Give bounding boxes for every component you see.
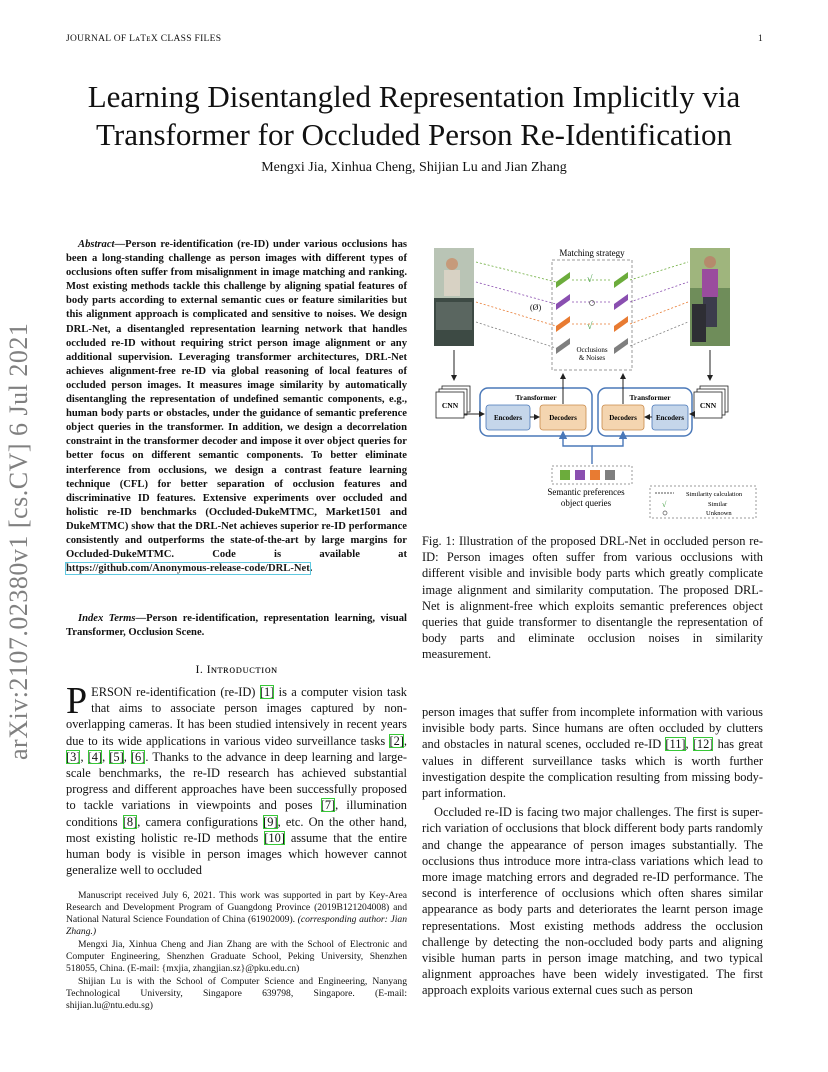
drop-cap: P bbox=[66, 680, 88, 722]
citation-link[interactable]: [4] bbox=[87, 749, 103, 764]
encoders-left-label: Encoders bbox=[494, 414, 522, 422]
intro-text: is a computer vision task that aims to associate person images captured by non-overlapping cameras. It has been studied intensively in recent years due to its wide applications in various video surveillance tasks bbox=[66, 685, 407, 748]
figure-diagram bbox=[424, 242, 762, 524]
cnn-right-label: CNN bbox=[699, 401, 717, 410]
decoders-right-label: Decoders bbox=[609, 414, 637, 422]
transformer-left bbox=[480, 388, 592, 436]
paper-title bbox=[40, 78, 788, 154]
body-text: has great values in different surveillance tasks which is worth further investigation despite the complication resulting from missing body-part information. bbox=[422, 737, 764, 801]
abstract-end: . bbox=[309, 563, 313, 575]
intro-text: . Thanks to the advance in deep learning and large-scale benchmarks, the re-ID research has achieved substantial progress and different approaches have been successfully proposed to tackle variations in viewpoints and poses bbox=[66, 749, 407, 813]
citation-link[interactable]: [8] bbox=[122, 814, 138, 829]
citation-link[interactable]: [6] bbox=[130, 749, 146, 764]
check-icon: √ bbox=[587, 274, 593, 285]
intro-text: ERSON re-identification (re-ID) bbox=[91, 685, 260, 699]
introduction-text bbox=[66, 680, 407, 878]
unknown-icon bbox=[590, 301, 595, 306]
matching-strategy-label: Matching strategy bbox=[559, 248, 625, 258]
index-terms-label: Index Terms bbox=[78, 613, 136, 624]
transformer-right-label: Transformer bbox=[629, 393, 671, 402]
intro-text: , camera configurations bbox=[137, 814, 264, 829]
journal-header: JOURNAL OF LᴀTᴇX CLASS FILES bbox=[66, 34, 222, 44]
footnotes bbox=[66, 890, 407, 1013]
citation-link[interactable]: [3] bbox=[66, 749, 81, 764]
cnn-left-block bbox=[436, 386, 470, 418]
object-queries-label: object queries bbox=[560, 498, 612, 508]
transformer-right bbox=[598, 388, 692, 436]
citation-link[interactable]: [2] bbox=[389, 733, 404, 748]
right-column-text bbox=[422, 704, 763, 999]
transformer-left-label: Transformer bbox=[515, 393, 557, 402]
check-icon: √ bbox=[587, 321, 593, 332]
paragraph bbox=[422, 704, 763, 801]
title-line-1: Learning Disentangled Representation Implicitly via bbox=[87, 79, 741, 114]
decoders-left-label: Decoders bbox=[549, 414, 577, 422]
semantic-preferences-label: Semantic preferences bbox=[547, 487, 625, 497]
footnote-affiliation-1: Mengxi Jia, Xinhua Cheng and Jian Zhang are with the School of Electronic and Computer Engineering, Shenzhen Graduate School, Peking University, Shenzhen 518055, China. (E-mail: {mxjia, zhangjian.sz}@pku.edu.cn) bbox=[66, 939, 407, 974]
citation-link[interactable]: [1] bbox=[259, 685, 275, 699]
intro-text: , bbox=[403, 733, 407, 748]
paragraph: Occluded re-ID is facing two major challenges. The first is super-rich variation of occlusions that block different body parts randomly and change the appearance of person images substantially. The occlusions thus introduce more intra-class variations which lead to more image matching errors and degraded re-ID performance. The second is interference of occlusions which often shares similar appearance as body parts and deteriorates the learnt person image representations. Most existing methods address the occlusion challenge by detecting the non-occluded body parts and aligning visible human parts in person image matching, and two typical alignment approaches have been widely investigated. The first approach exploits various external cues such as person bbox=[422, 805, 763, 998]
citation-link[interactable]: [12] bbox=[692, 737, 714, 752]
abstract-label: Abstract bbox=[78, 239, 115, 250]
abstract-text: —Person re-identification (re-ID) under various occlusions has been a long-standing challenge as person images with different types of occlusions often suffer from misalignment in image matching and ranking. Most existing methods tackle this challenge by aligning spatial features of body parts according to external semantic cues or feature similarities but this alignment approach is complicated and sensitive to noises. We design DRL-Net, a disentangled representation learning network that handles occluded re-ID without requiring strict person image alignment or any additional supervision. Leveraging transformer architectures, DRL-Net achieves alignment-free re-ID via global reasoning of local features of occluded person images. It measures image similarity by automatically disentangling the representation of undefined semantic components, e.g., human body parts or obstacles, under the guidance of semantic preference object queries in the transformer. In addition, we design a decorrelation constraint in the transformer decoder and impose it over object queries for better focus on different semantic components. To better eliminate interference from occlusions, we design a contrast feature learning technique (CFL) for better separation of occlusion features and discriminative ID features. Extensive experiments over occluded and holistic re-ID benchmarks (Occluded-DukeMTMC, Market1501 and DukeMTMC) show that the DRL-Net achieves superior re-ID performance consistently and outperforms the state-of-the-art by large margins for Occluded-DukeMTMC. Code is available at bbox=[66, 239, 407, 561]
legend-check-icon: √ bbox=[662, 500, 667, 509]
code-link[interactable]: https://github.com/Anonymous-release-code/DRL-Net bbox=[66, 563, 310, 575]
semantic-query-tokens bbox=[552, 466, 632, 484]
intro-text: , etc. On the other hand, most existing holistic re-ID methods bbox=[66, 814, 407, 845]
figure-legend bbox=[650, 486, 756, 518]
occlusions-label: Occlusions bbox=[576, 346, 608, 354]
footnote-text: Manuscript received July 6, 2021. This work was supported in part by Key-Area Research and Development Program of Guangdong Province (2019B121204008) and National Natural Science Foundation of China (61902009). bbox=[66, 890, 407, 925]
figure-1 bbox=[424, 242, 762, 524]
intro-text: , bbox=[80, 749, 88, 764]
omega-label: (Ø) bbox=[530, 303, 542, 312]
legend-similarity-label: Similarity calculation bbox=[686, 491, 743, 498]
body-text: person images that suffer from incomplete information with various invisible body parts. Since humans are often occluded by clutters and obstacles in natural scenes, occluded re-ID bbox=[422, 705, 763, 752]
left-person-photo bbox=[434, 248, 474, 346]
index-terms-text: —Person re-identification, representation learning, visual Transformer, Occlusion Scene. bbox=[66, 613, 407, 639]
body-text: , bbox=[685, 737, 693, 752]
legend-unknown-label: Unknown bbox=[706, 510, 732, 517]
intro-text: assume that the entire human body is visible in person images which however cannot generalize well to occluded bbox=[66, 830, 407, 878]
abstract bbox=[66, 238, 407, 576]
citation-link[interactable]: [5] bbox=[109, 749, 124, 764]
corresponding-author: (corresponding author: Jian Zhang.) bbox=[66, 914, 407, 937]
noises-label: & Noises bbox=[578, 354, 606, 362]
intro-text: , bbox=[123, 749, 131, 764]
author-list: Mengxi Jia, Xinhua Cheng, Shijian Lu and Jian Zhang bbox=[261, 160, 567, 175]
section-heading: I. Iɴᴛʀᴏᴅᴜᴄᴛɪᴏɴ bbox=[195, 662, 278, 676]
citation-link[interactable]: [10] bbox=[264, 830, 285, 845]
encoders-right-label: Encoders bbox=[656, 414, 684, 422]
cnn-left-label: CNN bbox=[441, 401, 459, 410]
legend-similar-label: Similar bbox=[708, 501, 728, 508]
caption-label: Fig. 1: bbox=[422, 534, 456, 548]
caption-text: Illustration of the proposed DRL-Net in occluded person re-ID: Person images often suffer from various occlusions with different visible and invisible body parts which greatly complicate image alignment and similarity computation. The proposed DRL-Net is alignment-free which exploits semantic preferences object queries that guide transformer to disentangle the representation of body parts and eliminate occlusion noises in similarity measurement. bbox=[422, 534, 763, 662]
title-line-2: Transformer for Occluded Person Re-Identification bbox=[96, 117, 732, 152]
right-part-features bbox=[614, 272, 628, 354]
arxiv-stamp-text: arXiv:2107.02380v1 [cs.CV] 6 Jul 2021 bbox=[4, 322, 33, 760]
citation-link[interactable]: [11] bbox=[665, 737, 686, 752]
citation-link[interactable]: [9] bbox=[263, 814, 278, 829]
index-terms bbox=[66, 612, 407, 640]
footnote-affiliation-2: Shijian Lu is with the School of Computer Science and Engineering, Nanyang Technological University, Singapore 639798, Singapore. (E-mail: shijian.lu@ntu.edu.sg) bbox=[66, 976, 407, 1011]
citation-link[interactable]: [7] bbox=[320, 798, 336, 813]
right-person-photo bbox=[690, 248, 730, 346]
left-part-features bbox=[556, 272, 570, 354]
page-number: 1 bbox=[758, 34, 763, 44]
cnn-right-block bbox=[694, 386, 728, 418]
intro-text: , bbox=[102, 749, 110, 764]
figure-caption bbox=[422, 533, 763, 663]
intro-text: , illumination conditions bbox=[66, 798, 407, 829]
footnote-manuscript bbox=[66, 890, 407, 938]
